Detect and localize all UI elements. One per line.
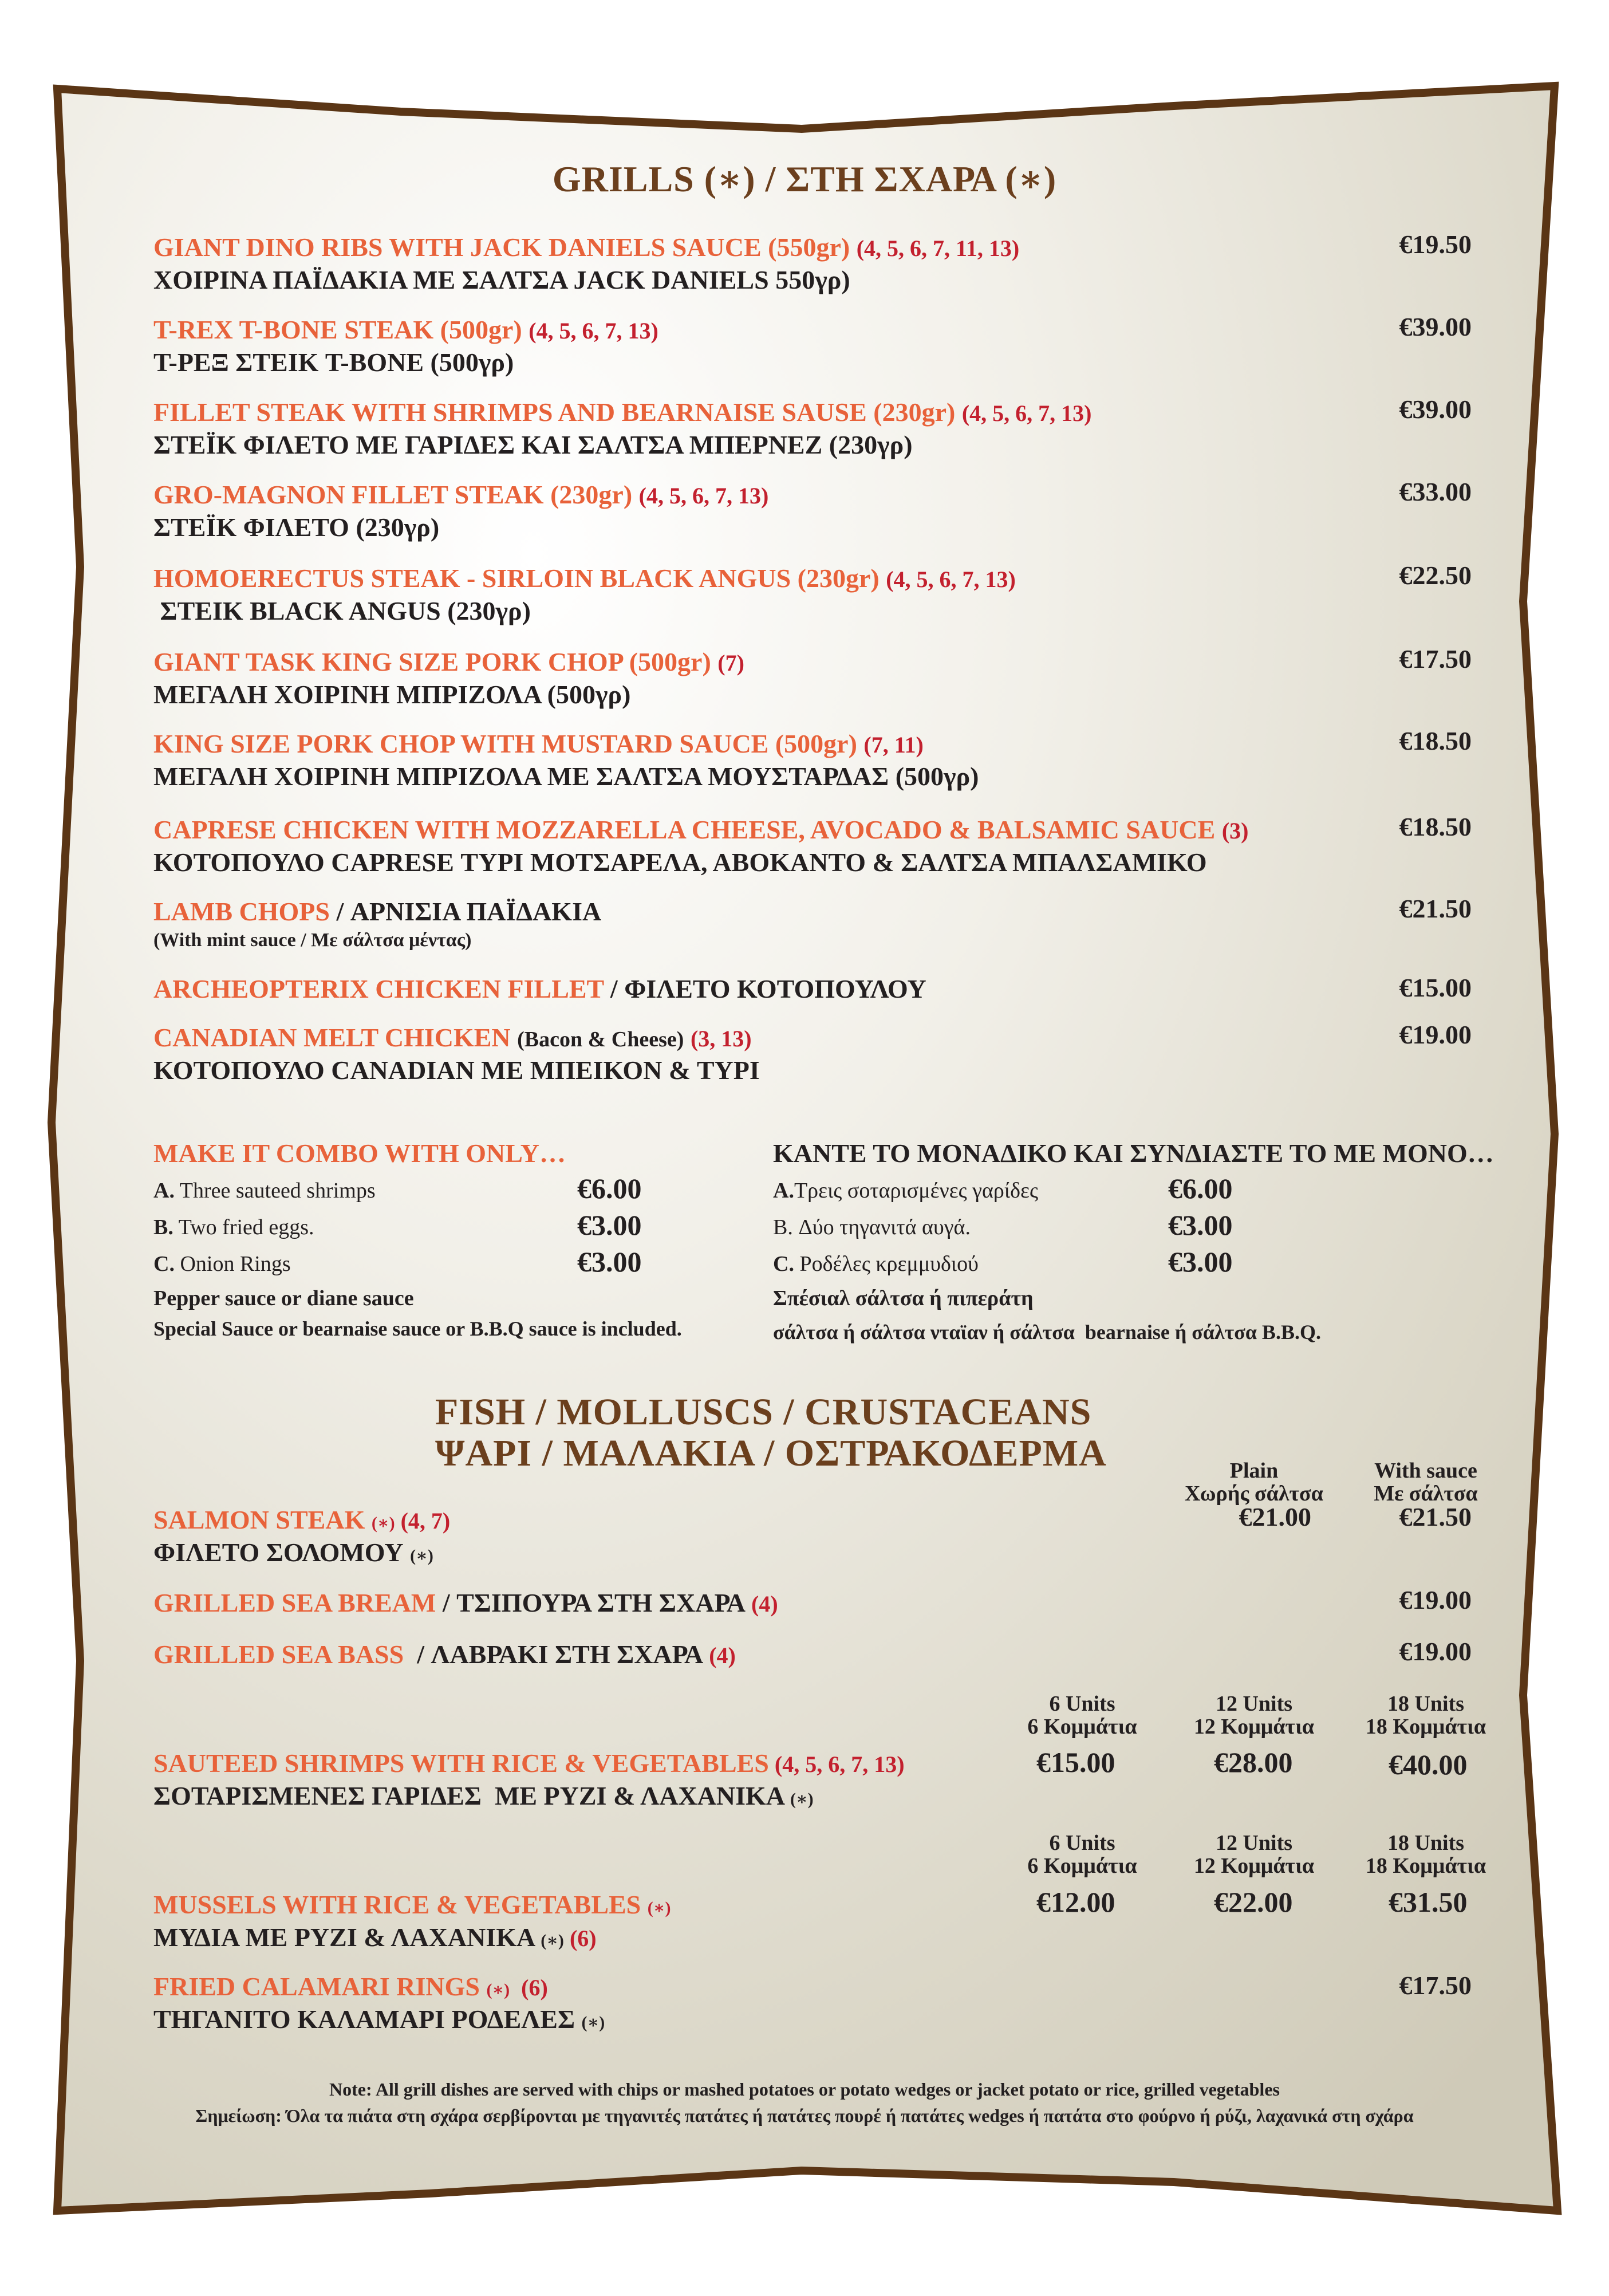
- mussels-gr: ΜΥΔΙΑ ΜΕ ΡΥΖΙ & ΛΑΧΑΝΙΚΑ (∗) (6): [153, 1923, 597, 1952]
- grill-item-1-en: GIANT DINO RIBS WITH JACK DANIELS SAUCE (550gr) (4, 5, 6, 7, 11, 13): [153, 233, 1020, 262]
- mussels-price-12: €22.00: [1214, 1886, 1293, 1918]
- combo-gr-item-c-price: €3.00: [1168, 1246, 1233, 1278]
- grill-item-7-gr: ΜΕΓΑΛΗ ΧΟΙΡΙΝΗ ΜΠΡΙΖΟΛΑ ΜΕ ΣΑΛΤΣΑ ΜΟΥΣΤΑΡΔΑΣ (500γρ): [153, 762, 979, 791]
- mussels-price-18: €31.50: [1389, 1886, 1468, 1918]
- grill-item-9-note: (With mint sauce / Με σάλτσα μέντας): [153, 930, 472, 951]
- salmon-price-sauce: €21.50: [1399, 1502, 1472, 1531]
- combo-gr-item-b: B. Δύο τηγανιτά αυγά.: [773, 1215, 971, 1239]
- footer-note-en: Note: All grill dishes are served with chips or mashed potatoes or potato wedges or jacket potato or rice, grilled vegetables: [329, 2079, 1280, 2100]
- grill-item-8-price: €18.50: [1399, 812, 1472, 841]
- sea-bream: GRILLED SEA BREAM / ΤΣΙΠΟΥΡΑ ΣΤΗ ΣΧΑΡΑ (4): [153, 1588, 778, 1617]
- grill-item-11-price: €19.00: [1399, 1020, 1472, 1049]
- combo-en-item-b-price: €3.00: [577, 1209, 642, 1241]
- grill-item-2-en: T-REX T-BONE STEAK (500gr) (4, 5, 6, 7, 13): [153, 315, 658, 344]
- units-18-header-2: 18 Units 18 Κομμάτια: [1365, 1831, 1486, 1878]
- grill-item-3-gr: ΣΤΕΪΚ ΦΙΛΕΤΟ ΜΕ ΓΑΡΙΔΕΣ ΚΑΙ ΣΑΛΤΣΑ ΜΠΕΡΝΕΖ (230γρ): [153, 430, 913, 459]
- grill-item-8-gr: ΚΟΤΟΠΟΥΛΟ CAPRESE ΤΥΡΙ ΜΟΤΣΑΡΕΛΑ, ΑΒΟΚΑΝΤΟ & ΣΑΛΤΣΑ ΜΠΑΛΣΑΜΙΚΟ: [153, 848, 1207, 877]
- combo-gr-title: ΚΑΝΤΕ ΤΟ ΜΟΝΑΔΙΚΟ ΚΑΙ ΣΥΝΔΙΑΣΤΕ ΤΟ ΜΕ ΜΟΝΟ…: [773, 1139, 1494, 1168]
- col-plain-header: Plain Χωρής σάλτσα: [1185, 1459, 1323, 1506]
- mussels-price-6: €12.00: [1036, 1886, 1115, 1918]
- grill-item-3-en: FILLET STEAK WITH SHRIMPS AND BEARNAISE SAUSE (230gr) (4, 5, 6, 7, 13): [153, 397, 1092, 427]
- calamari-en: FRIED CALAMARI RINGS (∗) (6): [153, 1972, 548, 2001]
- combo-en-item-b: B. Two fried eggs.: [153, 1215, 314, 1239]
- calamari-price: €17.50: [1399, 1971, 1472, 2000]
- combo-en-item-a: A. Three sauteed shrimps: [153, 1179, 376, 1203]
- grill-item-2-gr: Τ-ΡΕΞ ΣΤΕΙΚ T-BONE (500γρ): [153, 348, 514, 377]
- fish-title-en: FISH / MOLLUSCS / CRUSTACEANS: [435, 1391, 1092, 1433]
- grill-item-9-price: €21.50: [1399, 894, 1472, 923]
- grill-item-10-en: ARCHEOPTERIX CHICKEN FILLET / ΦΙΛΕΤΟ ΚΟΤΟΠΟΥΛΟΥ: [153, 974, 926, 1003]
- grill-item-4-price: €33.00: [1399, 477, 1472, 506]
- combo-en-item-a-price: €6.00: [577, 1172, 642, 1204]
- salmon-en: SALMON STEAK (∗) (4, 7): [153, 1505, 451, 1534]
- grill-item-2-price: €39.00: [1399, 312, 1472, 341]
- grill-item-3-price: €39.00: [1399, 395, 1472, 424]
- grill-item-5-price: €22.50: [1399, 561, 1472, 590]
- sea-bream-price: €19.00: [1399, 1585, 1472, 1614]
- grill-item-10-price: €15.00: [1399, 973, 1472, 1002]
- mussels-en: MUSSELS WITH RICE & VEGETABLES (∗): [153, 1890, 671, 1919]
- salmon-price-plain: €21.00: [1239, 1502, 1311, 1531]
- col-sauce-header: With sauce Με σάλτσα: [1374, 1459, 1478, 1506]
- sea-bass: GRILLED SEA BASS / ΛΑΒΡΑΚΙ ΣΤΗ ΣΧΑΡΑ (4): [153, 1640, 736, 1669]
- grill-item-1-price: €19.50: [1399, 230, 1472, 259]
- combo-gr-note-1: Σπέσιαλ σάλτσα ή πιπεράτη: [773, 1286, 1034, 1310]
- shrimps-gr: ΣΟΤΑΡΙΣΜΕΝΕΣ ΓΑΡΙΔΕΣ ΜΕ ΡΥΖΙ & ΛΑΧΑΝΙΚΑ (∗): [153, 1781, 814, 1810]
- footer-note-gr: Σημείωση: Όλα τα πιάτα στη σχάρα σερβίρονται με τηγανιτές πατάτες ή πατάτες πουρέ ή πατάτες wedges ή πατάτα στο φούρνο ή ρύζι, λαχανικά στη σχάρα: [195, 2105, 1414, 2126]
- combo-gr-item-c: C. Ροδέλες κρεμμυδιού: [773, 1252, 979, 1276]
- combo-en-note-1: Pepper sauce or diane sauce: [153, 1286, 414, 1310]
- grill-item-11-gr: ΚΟΤΟΠΟΥΛΟ CANADIAN ΜΕ ΜΠΕΙΚΟΝ & ΤΥΡΙ: [153, 1056, 760, 1085]
- combo-en-item-c-price: €3.00: [577, 1246, 642, 1278]
- grills-title: GRILLS (∗) / ΣΤΗ ΣΧΑΡΑ (∗): [552, 159, 1057, 199]
- shrimps-price-12: €28.00: [1214, 1746, 1293, 1778]
- grill-item-6-price: €17.50: [1399, 644, 1472, 674]
- sea-bass-price: €19.00: [1399, 1637, 1472, 1666]
- grill-item-1-gr: ΧΟΙΡΙΝΑ ΠΑΪΔΑΚΙΑ ΜΕ ΣΑΛΤΣΑ JACK DANIELS 550γρ): [153, 265, 850, 294]
- units-6-header: 6 Units 6 Κομμάτια: [1027, 1692, 1137, 1739]
- units-12-header: 12 Units 12 Κομμάτια: [1193, 1692, 1315, 1739]
- combo-gr-note-2: σάλτσα ή σάλτσα νταϊαν ή σάλτσα bearnaise ή σάλτσα B.B.Q.: [773, 1321, 1321, 1344]
- grill-item-11-en: CANADIAN MELT CHICKEN (Bacon & Cheese) (3, 13): [153, 1023, 752, 1052]
- grill-item-4-en: GRO-MAGNON FILLET STEAK (230gr) (4, 5, 6, 7, 13): [153, 480, 769, 509]
- units-18-header: 18 Units 18 Κομμάτια: [1365, 1692, 1486, 1739]
- combo-en-title: MAKE IT COMBO WITH ONLY…: [153, 1139, 566, 1168]
- combo-en-note-2: Special Sauce or bearnaise sauce or B.B.Q sauce is included.: [153, 1317, 682, 1340]
- grill-item-8-en: CAPRESE CHICKEN WITH MOZZARELLA CHEESE, AVOCADO & BALSAMIC SAUCE (3): [153, 815, 1249, 844]
- units-12-header-2: 12 Units 12 Κομμάτια: [1193, 1831, 1315, 1878]
- combo-gr-item-a-price: €6.00: [1168, 1172, 1233, 1204]
- units-6-header-2: 6 Units 6 Κομμάτια: [1027, 1831, 1137, 1878]
- grill-item-6-en: GIANT TASK KING SIZE PORK CHOP (500gr) (7): [153, 647, 744, 676]
- combo-en-item-c: C. Onion Rings: [153, 1252, 291, 1276]
- shrimps-price-6: €15.00: [1036, 1746, 1115, 1778]
- grill-item-6-gr: ΜΕΓΑΛΗ ΧΟΙΡΙΝΗ ΜΠΡΙΖΟΛΑ (500γρ): [153, 680, 631, 709]
- grill-item-5-en: HOMOERECTUS STEAK - SIRLOIN BLACK ANGUS (230gr) (4, 5, 6, 7, 13): [153, 564, 1016, 593]
- fish-title-gr: ΨΑΡΙ / ΜΑΛΑΚΙΑ / ΟΣΤΡΑΚΟΔΕΡΜΑ: [435, 1432, 1107, 1474]
- shrimps-en: SAUTEED SHRIMPS WITH RICE & VEGETABLES (4, 5, 6, 7, 13): [153, 1748, 905, 1778]
- grill-item-9-en: LAMB CHOPS / ΑΡΝΙΣΙΑ ΠΑΪΔΑΚΙΑ: [153, 897, 602, 926]
- calamari-gr: ΤΗΓΑΝΙΤΟ ΚΑΛΑΜΑΡΙ ΡΟΔΕΛΕΣ (∗): [153, 2004, 605, 2034]
- salmon-gr: ΦΙΛΕΤΟ ΣΟΛΟΜΟΥ (∗): [153, 1538, 433, 1567]
- combo-gr-item-b-price: €3.00: [1168, 1209, 1233, 1241]
- shrimps-price-18: €40.00: [1389, 1748, 1468, 1781]
- grill-item-7-en: KING SIZE PORK CHOP WITH MUSTARD SAUCE (500gr) (7, 11): [153, 729, 924, 758]
- combo-gr-item-a: A.Τρεις σοταρισμένες γαρίδες: [773, 1179, 1039, 1203]
- grill-item-5-gr: ΣΤΕΙΚ BLACK ANGUS (230γρ): [153, 596, 531, 625]
- grill-item-4-gr: ΣΤΕΪΚ ΦΙΛΕΤΟ (230γρ): [153, 513, 440, 542]
- grill-item-7-price: €18.50: [1399, 726, 1472, 755]
